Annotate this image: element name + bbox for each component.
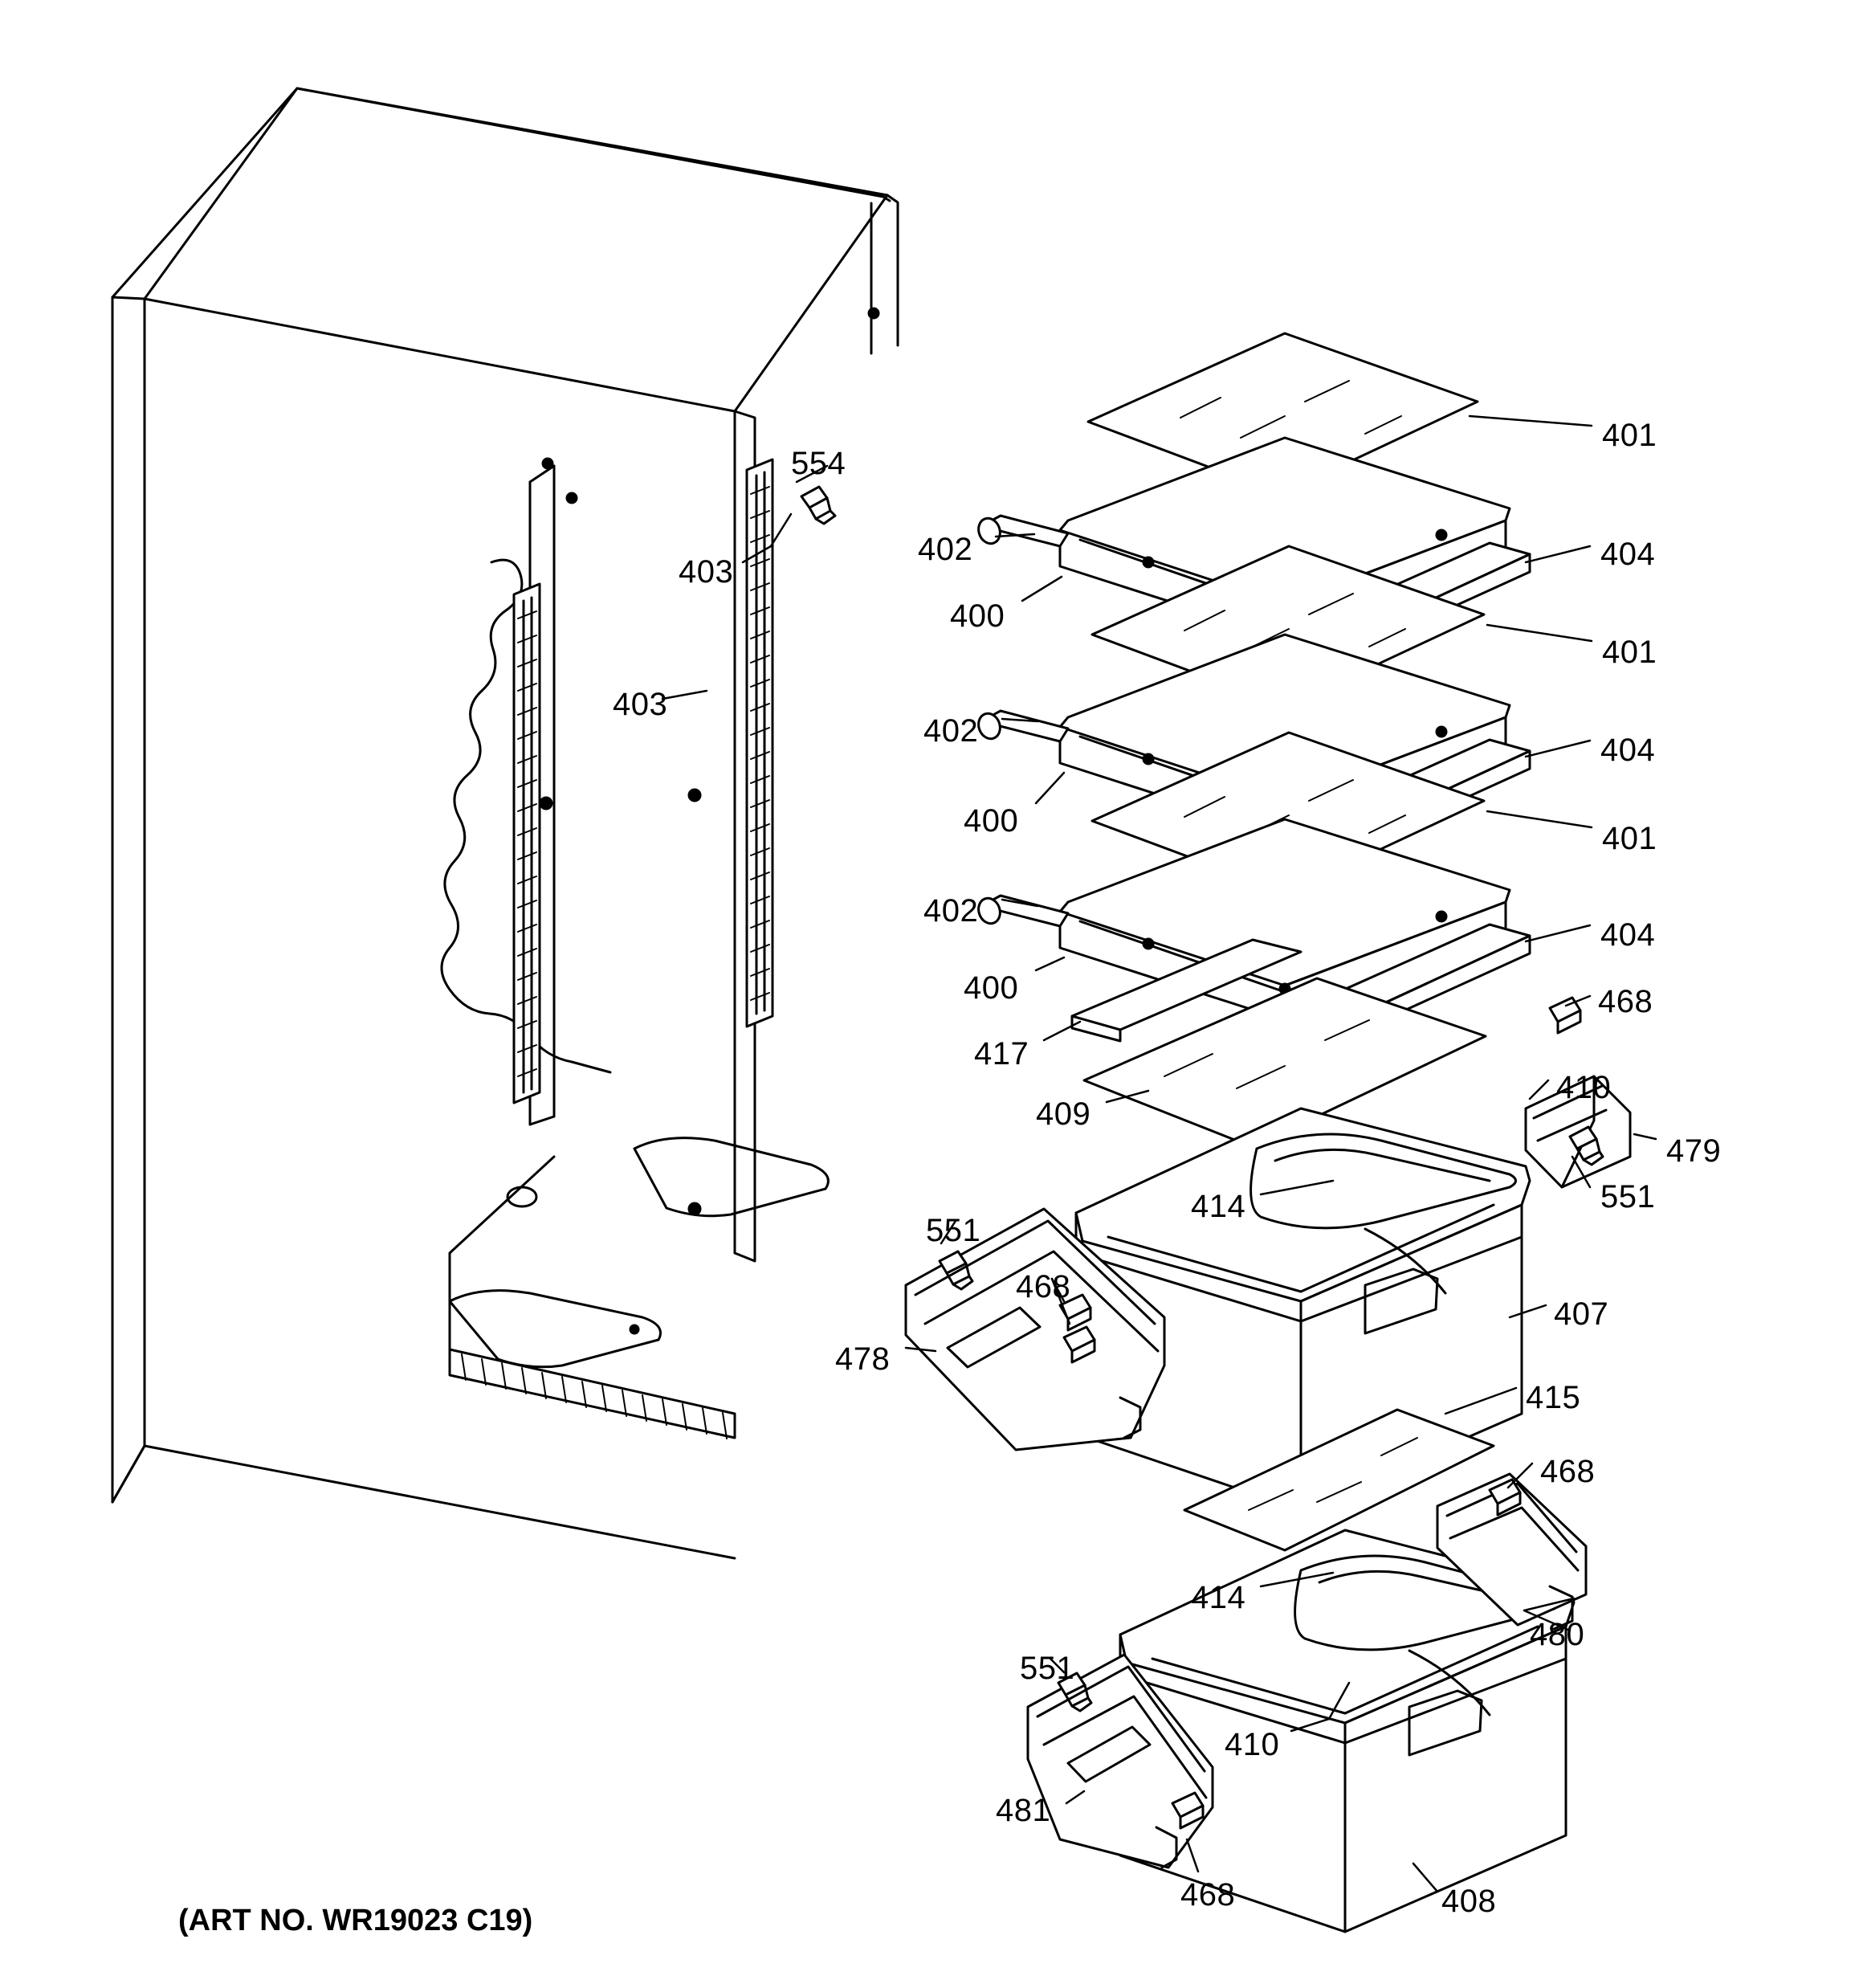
callout-400-3: 400 [964, 970, 1019, 1006]
callout-468-bottom: 468 [1180, 1877, 1236, 1912]
callout-414-upper: 414 [1191, 1189, 1246, 1224]
callout-402-2: 402 [923, 713, 979, 749]
callout-400-2: 400 [964, 803, 1019, 839]
callout-403-left: 403 [613, 687, 668, 722]
callout-481: 481 [996, 1793, 1051, 1828]
callout-414-lower: 414 [1191, 1580, 1246, 1615]
callout-480: 480 [1530, 1617, 1585, 1652]
callout-409: 409 [1036, 1096, 1091, 1132]
screw-554 [801, 487, 835, 524]
callout-468-left: 468 [1016, 1269, 1071, 1304]
callout-468-right-lower: 468 [1540, 1454, 1596, 1489]
callout-554: 554 [791, 446, 846, 481]
callout-410-upper: 410 [1556, 1070, 1612, 1105]
callout-417: 417 [974, 1036, 1029, 1072]
shelf-rail-right [747, 459, 773, 1027]
callout-408: 408 [1441, 1884, 1497, 1919]
cabinet-shell [112, 88, 898, 1558]
callout-551-left: 551 [926, 1213, 981, 1248]
callout-410-lower: 410 [1225, 1727, 1280, 1762]
callout-404-2: 404 [1600, 733, 1656, 768]
shelf-pin-1 [975, 516, 1068, 547]
callout-478: 478 [835, 1341, 891, 1377]
shelf-rail-left [514, 584, 540, 1103]
callout-479: 479 [1666, 1133, 1722, 1169]
callout-402-3: 402 [923, 893, 979, 929]
callout-401-1: 401 [1602, 418, 1657, 453]
callout-407: 407 [1554, 1296, 1609, 1332]
shelf-pin-2 [975, 711, 1068, 742]
callout-551-right: 551 [1600, 1179, 1656, 1214]
shelf-pin-3 [975, 896, 1068, 927]
art-number-label: (ART NO. WR19023 C19) [178, 1904, 533, 1937]
shelf-frame-3 [1060, 819, 1510, 1020]
callout-415: 415 [1526, 1380, 1581, 1415]
callout-401-3: 401 [1602, 821, 1657, 856]
callout-401-2: 401 [1602, 635, 1657, 670]
callout-468-upper: 468 [1598, 984, 1653, 1019]
callout-404-1: 404 [1600, 537, 1656, 572]
callout-402-1: 402 [918, 532, 973, 567]
clip-468-upper [1550, 998, 1580, 1033]
callout-403-right: 403 [679, 554, 734, 590]
callout-400-1: 400 [950, 598, 1005, 634]
callout-551-bottom: 551 [1020, 1651, 1075, 1686]
callout-404-3: 404 [1600, 917, 1656, 953]
